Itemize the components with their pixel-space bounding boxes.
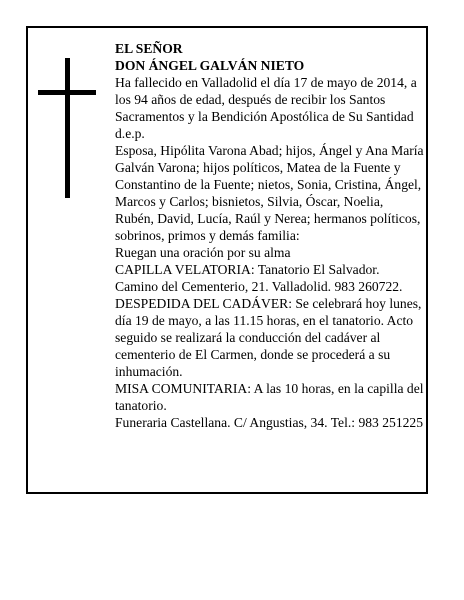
chapel-info: CAPILLA VELATORIA: Tanatorio El Salvador. Camino del Cementerio, 21. Valladolid. 983 260722.: [115, 262, 403, 294]
deceased-name: DON ÁNGEL GALVÁN NIETO: [115, 58, 305, 73]
cross-vertical-bar: [65, 58, 70, 198]
obituary-text: [115, 40, 425, 431]
obituary-frame: [26, 26, 428, 494]
cross-horizontal-bar: [38, 90, 96, 95]
obituary-title: EL SEÑOR: [115, 41, 183, 56]
family-list: Esposa, Hipólita Varona Abad; hijos, Ángel y Ana María Galván Varona; hijos políticos, Matea de la Fuente y Constantino de la Fuente; nietos, Sonia, Cristina, Ángel, Marcos y Carlos; bisnietos, Silvia, Óscar, Noelia, Rubén, David, Lucía, Raúl y Nerea; hermanos políticos, sobrinos, primos y demás familia:: [115, 143, 424, 243]
farewell-info: DESPEDIDA DEL CADÁVER: Se celebrará hoy lunes, día 19 de mayo, a las 11.15 horas, en el tanatorio. Acto seguido se realizará la conducción del cadáver al cementerio de El Carmen, donde se procederá a su inhumación.: [115, 296, 422, 379]
cross-icon: [38, 58, 96, 198]
funeral-home-info: Funeraria Castellana. C/ Angustias, 34. Tel.: 983 251225: [115, 415, 424, 430]
mass-info: MISA COMUNITARIA: A las 10 horas, en la capilla del tanatorio.: [115, 381, 424, 413]
prayer-request: Ruegan una oración por su alma: [115, 245, 291, 260]
death-announcement: Ha fallecido en Valladolid el día 17 de mayo de 2014, a los 94 años de edad, después de recibir los Santos Sacramentos y la Bendición Apostólica de Su Santidad d.e.p.: [115, 75, 417, 141]
